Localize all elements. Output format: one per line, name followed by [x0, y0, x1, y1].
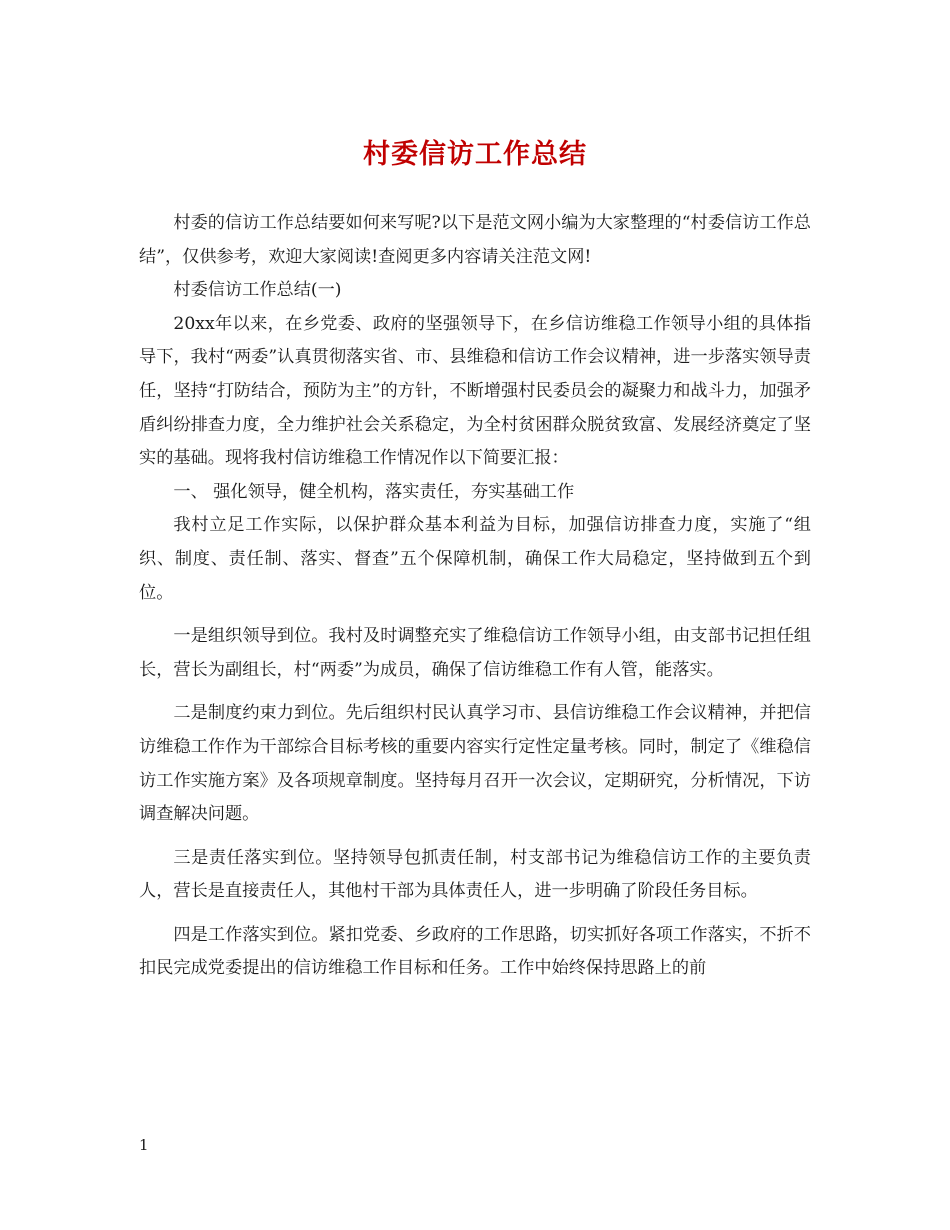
body-paragraph: 三是责任落实到位。坚持领导包抓责任制，村支部书记为维稳信访工作的主要负责人，营长是直接责任人，其他村干部为具体责任人，进一步明确了阶段任务目标。	[139, 847, 811, 902]
page-number: 1	[139, 1136, 149, 1154]
body-paragraph: 一是组织领导到位。我村及时调整充实了维稳信访工作领导小组，由支部书记担任组长，营长为副组长，村“两委”为成员，确保了信访维稳工作有人管，能落实。	[139, 626, 811, 680]
body-paragraph: 二是制度约束力到位。先后组织村民认真学习市、县信访维稳工作会议精神，并把信访维稳工作作为干部综合目标考核的重要内容实行定性定量考核。同时，制定了《维稳信访工作实施方案》及各项规章制度。坚持每月召开一次会议，定期研究，分析情况，下访调查解决问题。	[139, 703, 811, 825]
document-body	[139, 207, 811, 986]
section-heading-one: 一、 强化领导，健全机构，落实责任，夯实基础工作	[173, 481, 575, 502]
document-title: 村委信访工作总结	[363, 139, 587, 170]
overview-paragraph: 20xx年以来，在乡党委、政府的坚强领导下，在乡信访维稳工作领导小组的具体指导下，我村“两委”认真贯彻落实省、市、县维稳和信访工作会议精神，进一步落实领导责任，坚持“打防结合，预防为主”的方针，不断增强村民委员会的凝聚力和战斗力，加强矛盾纠纷排查力度，全力维护社会关系稳定，为全村贫困群众脱贫致富、发展经济奠定了坚实的基础。现将我村信访维稳工作情况作以下简要汇报：	[139, 313, 811, 469]
section-heading-part-one: 村委信访工作总结(一)	[173, 280, 342, 301]
body-paragraph: 我村立足工作实际，以保护群众基本利益为目标，加强信访排查力度，实施了“组织、制度、责任制、落实、督查”五个保障机制，确保工作大局稳定，坚持做到五个到位。	[139, 515, 811, 603]
body-paragraph: 四是工作落实到位。紧扣党委、乡政府的工作思路，切实抓好各项工作落实，不折不扣民完成党委提出的信访维稳工作目标和任务。工作中始终保持思路上的前	[139, 924, 811, 979]
intro-paragraph: 村委的信访工作总结要如何来写呢?以下是范文网小编为大家整理的“村委信访工作总结”，仅供参考，欢迎大家阅读!查阅更多内容请关注范文网!	[139, 213, 811, 267]
